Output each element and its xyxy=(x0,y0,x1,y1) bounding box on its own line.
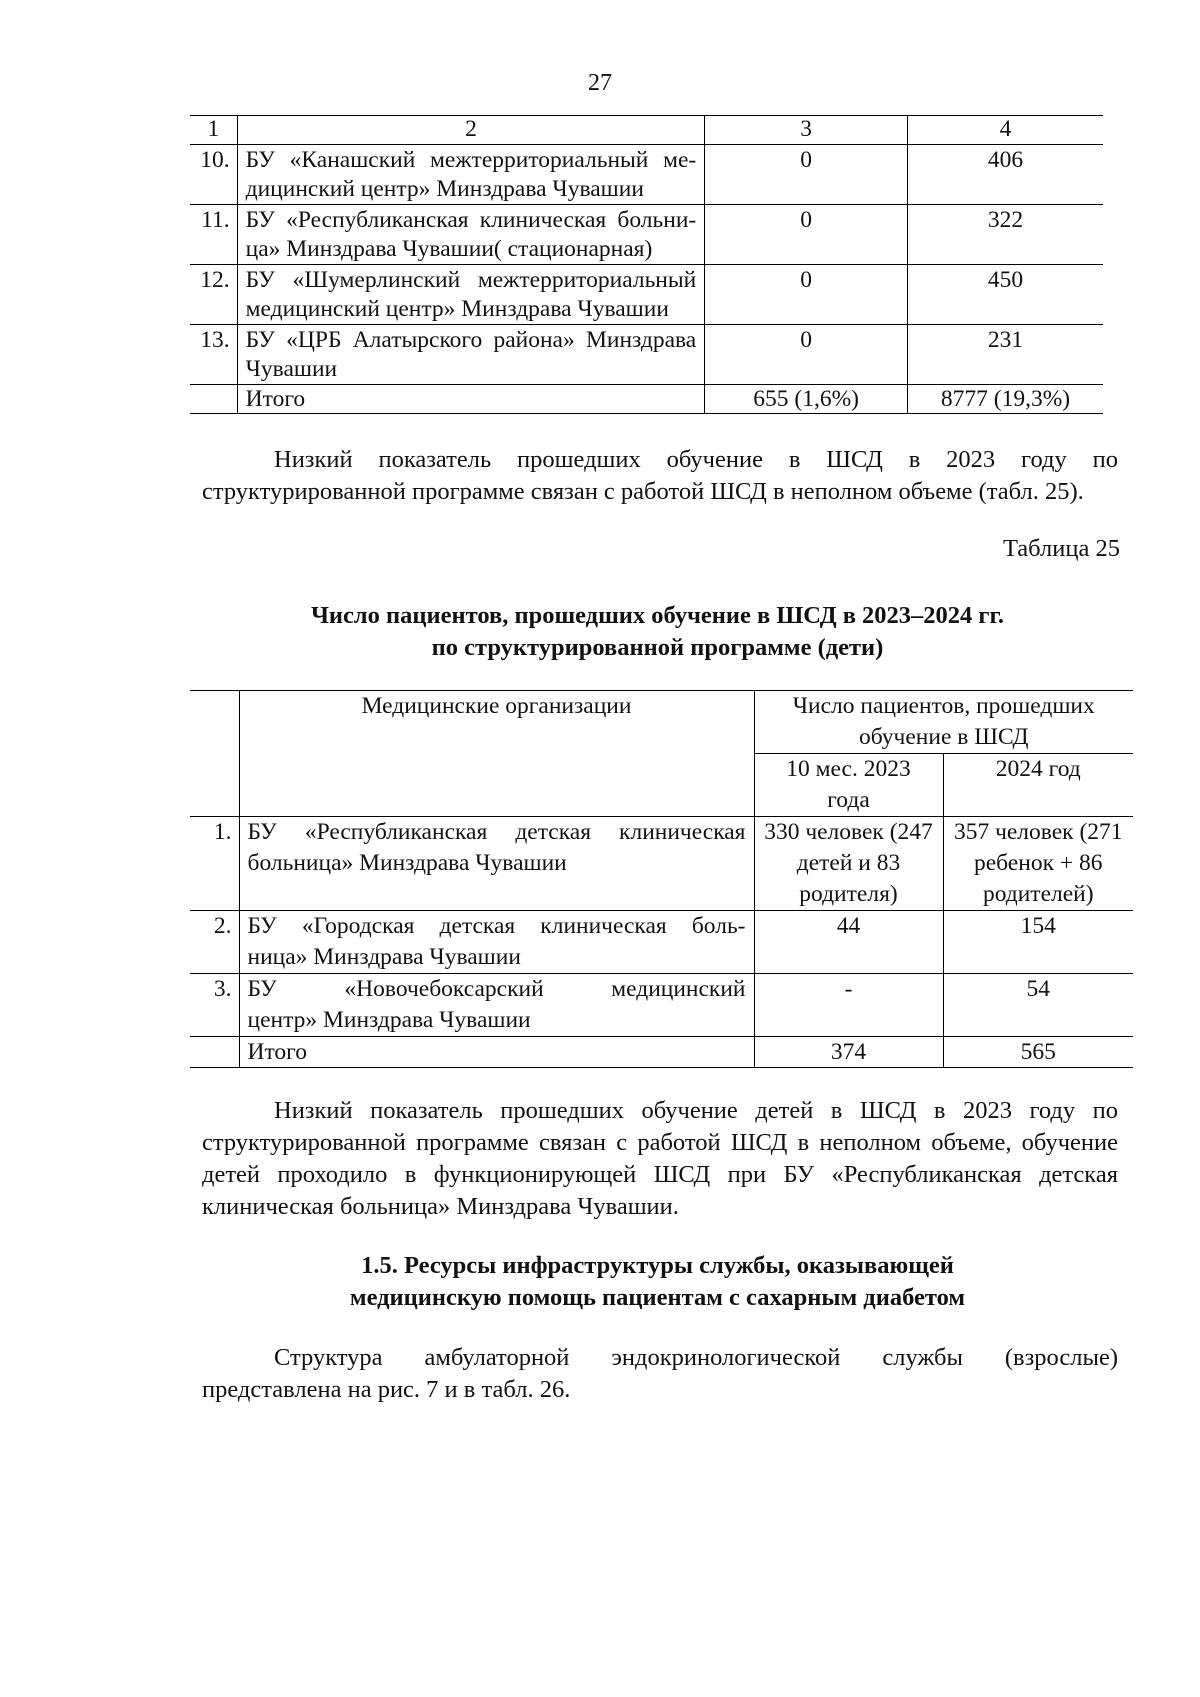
value-col4: 406 xyxy=(908,145,1103,205)
row-number: 11. xyxy=(190,205,237,265)
organization-cell xyxy=(239,817,754,911)
total-empty-cell xyxy=(190,385,237,414)
value-2024: 54 xyxy=(943,974,1133,1037)
header-patient-count: Число пациентов, прошедших обучение в ШСД xyxy=(754,691,1133,754)
table-title-line: Число пациентов, прошедших обучение в ШСД в 2023–2024 гг. xyxy=(310,602,1005,629)
table-title-line: по структурированной программе (дети) xyxy=(431,634,884,661)
table-row xyxy=(190,817,1133,911)
section-title-line: медицинскую помощь пациентам с сахарным диабетом xyxy=(349,1284,966,1311)
total-empty-cell xyxy=(190,1037,239,1068)
table-row xyxy=(190,145,1103,205)
org-line: БУ «Канашский межтерриториальный ме- xyxy=(245,147,697,173)
value-col4: 231 xyxy=(908,325,1103,385)
org-line: медицинский центр» Минздрава Чувашии xyxy=(245,296,669,322)
row-number: 12. xyxy=(190,265,237,325)
header-col-4: 4 xyxy=(908,116,1103,145)
org-line: ца» Минздрава Чувашии( стационарная) xyxy=(245,236,653,262)
org-line: дицинский центр» Минздрава Чувашии xyxy=(245,176,644,202)
table-total-row xyxy=(190,385,1103,414)
organization-cell xyxy=(237,145,705,205)
value-col3: 0 xyxy=(705,325,908,385)
children-training-table xyxy=(190,690,1133,1068)
table-header-row xyxy=(190,691,1133,754)
org-line: Чувашии xyxy=(245,356,338,382)
paragraph-3: Структура амбулаторной эндокринологической службы (взрослые) представлена на рис. 7 и в табл. 26. xyxy=(202,1344,1118,1403)
header-col-2: 2 xyxy=(237,116,705,145)
value-2023: 330 человек (247 детей и 83 родителя) xyxy=(754,817,943,911)
table-total-row xyxy=(190,1037,1133,1068)
total-2024: 565 xyxy=(943,1037,1133,1068)
organization-cell xyxy=(237,325,705,385)
value-col3: 0 xyxy=(705,265,908,325)
row-number: 1. xyxy=(190,817,239,911)
total-label: Итого xyxy=(237,385,705,414)
value-2024: 357 человек (271 ребенок + 86 родителей) xyxy=(943,817,1133,911)
organization-cell xyxy=(237,205,705,265)
org-line: БУ «Республиканская клиническая больни- xyxy=(245,207,697,233)
organization-cell xyxy=(239,974,754,1037)
table-row xyxy=(190,265,1103,325)
table-row xyxy=(190,974,1133,1037)
org-line: БУ «Городская детская клиническая боль- xyxy=(247,913,746,939)
organization-cell xyxy=(237,265,705,325)
row-number: 3. xyxy=(190,974,239,1037)
table-row xyxy=(190,911,1133,974)
total-label: Итого xyxy=(239,1037,754,1068)
page-number: 27 xyxy=(588,70,612,96)
org-line: БУ «Республиканская детская клиническая xyxy=(247,819,746,845)
value-col4: 450 xyxy=(908,265,1103,325)
paragraph-1: Низкий показатель прошедших обучение в ШСД в 2023 году по структурированной программе связан с работой ШСД в неполном объеме (табл. 25). xyxy=(202,446,1118,505)
paragraph-2: Низкий показатель прошедших обучение детей в ШСД в 2023 году по структурированной программе связан с работой ШСД в неполном объеме, обучение детей проходило в функционирующей ШСД при БУ «Республиканская детская клиническая больница» Минздрава Чувашии. xyxy=(202,1097,1118,1220)
org-line: БУ «Шумерлинский межтерриториальный xyxy=(245,267,697,293)
header-col-1: 1 xyxy=(190,116,237,145)
org-line: ница» Минздрава Чувашии xyxy=(247,944,521,970)
org-line: БУ «ЦРБ Алатырского района» Минздрава xyxy=(245,327,697,353)
org-line: БУ «Новочебоксарский медицинский xyxy=(247,976,746,1002)
value-col4: 322 xyxy=(908,205,1103,265)
row-number: 2. xyxy=(190,911,239,974)
table-row xyxy=(190,205,1103,265)
table-header-row xyxy=(190,116,1103,145)
total-col3: 655 (1,6%) xyxy=(705,385,908,414)
total-2023: 374 xyxy=(754,1037,943,1068)
value-2023: - xyxy=(754,974,943,1037)
table-number-label: Таблица 25 xyxy=(1002,535,1120,562)
section-title-line: 1.5. Ресурсы инфраструктуры службы, оказывающей xyxy=(361,1252,954,1279)
value-2023: 44 xyxy=(754,911,943,974)
row-number: 13. xyxy=(190,325,237,385)
value-2024: 154 xyxy=(943,911,1133,974)
value-col3: 0 xyxy=(705,205,908,265)
table-title xyxy=(0,600,1200,664)
value-col3: 0 xyxy=(705,145,908,205)
org-line: больница» Минздрава Чувашии xyxy=(247,850,567,876)
table-row xyxy=(190,325,1103,385)
section-title xyxy=(0,1250,1200,1314)
header-period-2024: 2024 год xyxy=(943,754,1133,817)
header-col-3: 3 xyxy=(705,116,908,145)
header-organizations: Медицинские организации xyxy=(239,691,754,817)
table-continuation xyxy=(190,115,1103,414)
org-line: центр» Минздрава Чувашии xyxy=(247,1007,531,1033)
total-col4: 8777 (19,3%) xyxy=(908,385,1103,414)
row-number: 10. xyxy=(190,145,237,205)
organization-cell xyxy=(239,911,754,974)
header-period-2023: 10 мес. 2023 года xyxy=(754,754,943,817)
header-number-cell xyxy=(190,691,239,817)
